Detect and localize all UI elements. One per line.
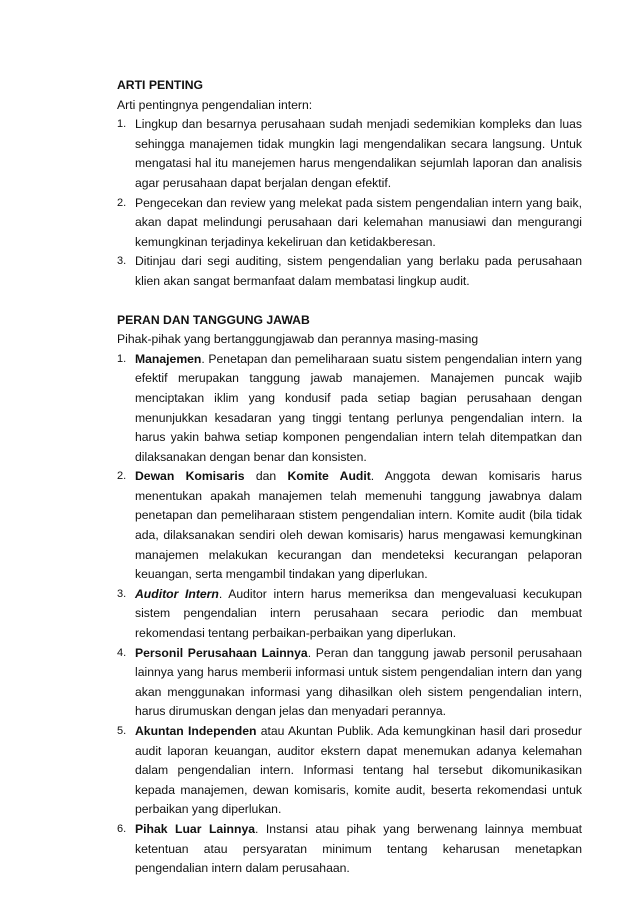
list-number: 1. [117,118,127,131]
section-heading-peran: PERAN DAN TANGGUNG JAWAB [117,312,310,327]
list-item-text: . Auditor intern harus memeriksa dan mengevaluasi kecukupan sistem pengendalian intern perusahaan secara periodic dan membuat rekomendasi tentang perbaikan-perbaikan yang diperlukan. [135,586,582,641]
role-term: Personil Perusahaan Lainnya [135,645,308,660]
list-item [117,467,582,585]
list-item-text: Lingkup dan besarnya perusahaan sudah menjadi sedemikian kompleks dan luas sehingga manajemen tidak mungkin lagi mengendalikan secara langsung. Untuk mengatasi hal itu manejemen harus mengendalikan sejumlah laporan dan analisis agar perusahaan dapat berjalan dengan efektif. [135,117,582,190]
list-number: 3. [117,255,127,268]
role-term: Dewan Komisaris [135,469,245,484]
list-number: 1. [117,352,127,365]
list-item-text: . Instansi atau pihak yang berwenang lainnya membuat ketentuan atau persyaratan minimum tentang keharusan menetapkan pengendalian intern dalam perusahaan. [135,821,582,876]
section-intro: Arti pentingnya pengendalian intern: [117,97,313,112]
document-body [117,76,582,879]
list-number: 2. [117,196,127,209]
list-item [117,115,582,193]
role-term: Manajemen [135,351,202,366]
list-number: 3. [117,587,127,600]
list-number: 4. [117,646,127,659]
section-intro: Pihak-pihak yang bertanggungjawab dan perannya masing-masing [117,332,479,347]
list-item [117,585,582,644]
list-number: 5. [117,725,127,737]
list-item-text: Pengecekan dan review yang melekat pada sistem pengendalian intern yang baik, akan dapat melindungi perusahaan dari kelemahan manusiawi dan mengurangi kemungkinan terjadinya kekeliruan dan ketidakberesan. [135,195,582,249]
list-item [117,350,582,468]
importance-list [117,115,582,291]
role-term: Akuntan Independen [135,724,257,738]
list-number: 6. [117,822,127,835]
list-item [117,722,582,820]
role-term: Komite Audit [287,469,371,484]
list-item-text: Ditinjau dari segi auditing, sistem pengendalian yang berlaku pada perusahaan klien akan sangat bermanfaat dalam membatasi lingkup audit. [135,254,582,288]
role-term: Pihak Luar Lainnya [135,821,256,836]
list-item [117,194,582,253]
list-item-text: . Anggota dewan komisaris harus menentukan apakah manajemen telah memenuhi tanggung jawabnya dalam penetapan dan pemeliharaan stistem pengendalian intern. Komite audit (bila tidak ada, dilaksanakan sendiri oleh dewan komisaris) harus mengawasi kemungkinan manajemen melakukan kecurangan dan mendeteksi kecurangan pelaporan keuangan, serta mengambil tindakan yang diperlukan. [135,469,582,582]
role-connector: dan [244,469,288,484]
list-item [117,644,582,722]
list-number: 2. [117,470,127,483]
list-item [117,252,582,291]
roles-list [117,350,582,879]
section-heading-arti-penting: ARTI PENTING [117,78,203,92]
list-item-text: atau Akuntan Publik. Ada kemungkinan hasil dari prosedur audit laporan keuangan, auditor ekstern dapat menemukan adanya kelemahan dalam pengendalian intern. Informasi tentang hal tersebut dikomunikasikan kepada manajemen, dewan komisaris, komite audit, beserta rekomendasi untuk perbaikan yang diperlukan. [135,724,582,817]
list-item [117,820,582,879]
list-item-text: . Peran dan tanggung jawab personil perusahaan lainnya yang harus memberii informasi untuk sistem pengendalian intern dan yang akan menggunakan informasi yang dihasilkan oleh sistem pengendalian intern, harus dirumuskan dengan jelas dan menyadari perannya. [135,645,582,719]
section-spacer [117,292,582,311]
list-item-text: . Penetapan dan pemeliharaan suatu sistem pengendalian intern yang efektif merupakan tanggung jawab manajemen. Manajemen puncak wajib menciptakan iklim yang kondusif pada setiap bagian perusahaan dengan menunjukkan kesadaran yang tinggi tentang perlunya pengendalian intern. Ia harus yakin bahwa setiap komponen pengendalian intern telah ditempatkan dan dilaksanakan dengan benar dan konsisten. [135,351,582,464]
role-term: Auditor Intern [135,586,219,601]
